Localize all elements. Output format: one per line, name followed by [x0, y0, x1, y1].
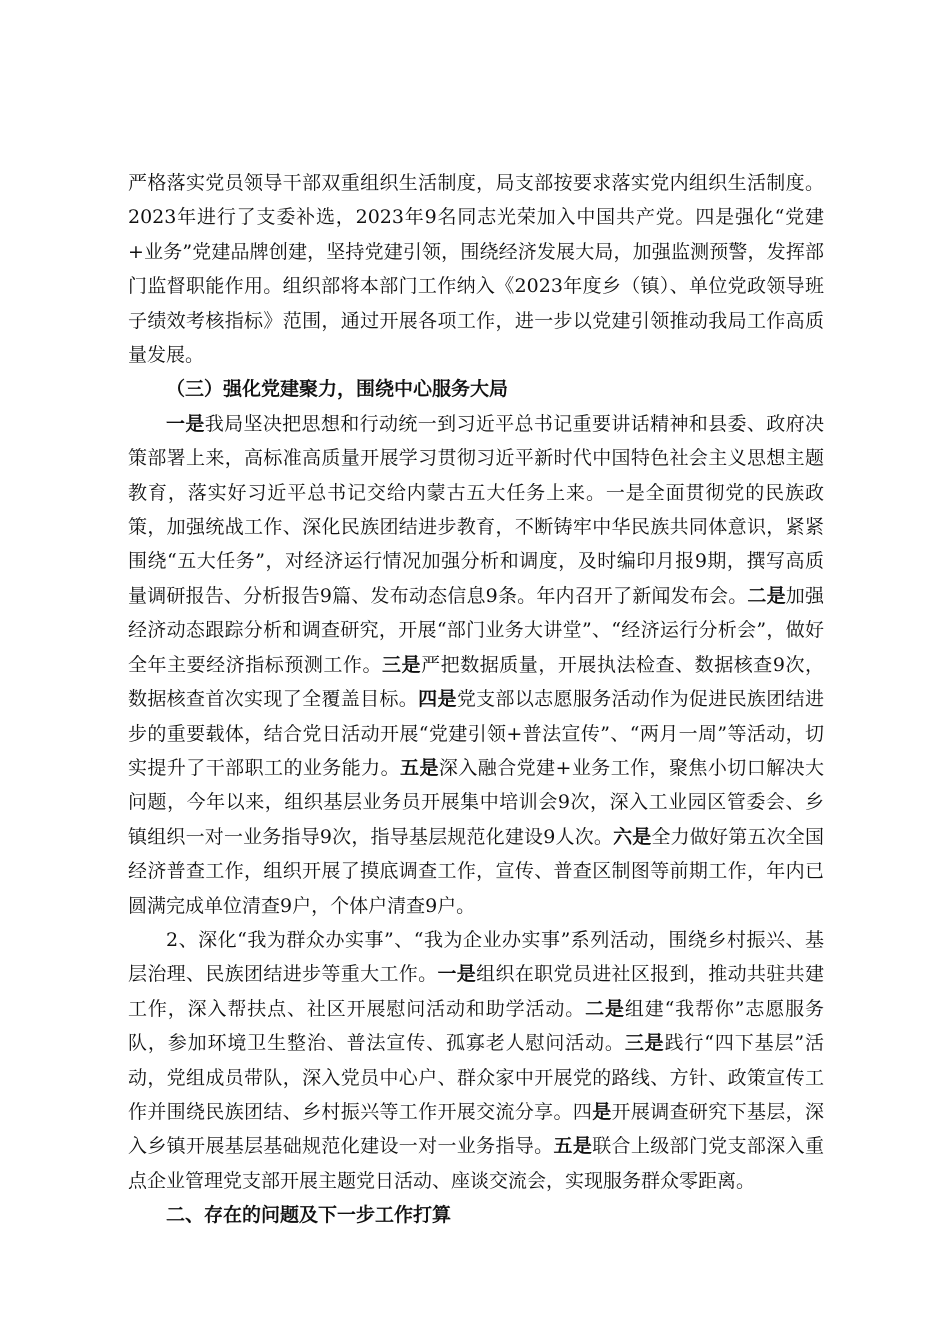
- text-run: 组织在职党员进社区报到，推动共驻共建工作，深入帮扶点、社区开展慰问活动和助学活动。: [128, 963, 824, 1020]
- bold-marker: 一是: [437, 963, 477, 986]
- heading-text: （三）强化党建聚力，围绕中心服务大局: [166, 378, 509, 401]
- heading-text: 二、存在的问题及下一步工作打算: [166, 1204, 452, 1227]
- bold-marker: 三是: [624, 1032, 665, 1055]
- paragraph-center-service: [128, 407, 824, 923]
- text-run: 践行“四下基层”活动，党组成员带队，深入党员中心户、群众家中开展党的路线、方针、政策宣传工作并围绕民族团结、乡村振兴等工作开展交流分享。四: [128, 1032, 824, 1123]
- paragraph-practical-activities: [128, 923, 824, 1198]
- bold-marker: 五是: [400, 756, 439, 779]
- bold-marker: 六是: [613, 825, 652, 848]
- bold-marker: 三是: [382, 653, 422, 676]
- section-heading-problems: [128, 1198, 824, 1232]
- text-run: 开展调查研究下基层，深入乡镇开展基层基础规范化建设一对一业务指导。: [128, 1100, 824, 1158]
- bold-marker: 一是: [166, 412, 205, 435]
- bold-marker: 四是: [418, 688, 457, 711]
- text-run: 组建“我帮你”志愿服务队，参加环境卫生整治、普法宣传、孤寡老人慰问活动。: [128, 997, 824, 1055]
- text-run: 党支部以志愿服务活动作为促进民族团结进步的重要载体，结合党日活动开展“党建引领+普法宣传”、“两月一周”等活动，切实提升了干部职工的业务能力。: [128, 688, 824, 779]
- text-run: 加强经济动态跟踪分析和调查研究，开展“部门业务大讲堂”、“经济运行分析会”，做好全年主要经济指标预测工作。: [128, 584, 824, 676]
- text-run: 深入融合党建+业务工作，聚焦小切口解决大问题，今年以来，组织基层业务员开展集中培训会9次，深入工业园区管委会、乡镇组织一对一业务指导9次，指导基层规范化建设9人次。: [128, 756, 824, 848]
- bold-marker: 二是: [585, 997, 625, 1020]
- text-run: 全力做好第五次全国经济普查工作，组织开展了摸底调查工作，宣传、普查区制图等前期工作，年内已圆满完成单位清查9户，个体户清查9户。: [128, 825, 824, 917]
- section-heading-three: [128, 372, 824, 406]
- text-run: 2、深化“我为群众办实事”、“我为企业办实事”系列活动，围绕乡村振兴、基层治理、民族团结进步等重大工作。: [128, 928, 824, 986]
- document-page: [128, 166, 824, 1233]
- text-run: 联合上级部门党支部深入重点企业管理党支部开展主题党日活动、座谈交流会，实现服务群众零距离。: [128, 1135, 824, 1192]
- text-run: 严把数据质量，开展执法检查、数据核查9次，数据核查首次实现了全覆盖目标。: [128, 653, 824, 711]
- bold-marker: 二是: [747, 584, 786, 607]
- bold-marker: 是: [592, 1100, 612, 1123]
- text-run: 严格落实党员领导干部双重组织生活制度，局支部按要求落实党内组织生活制度。2023年进行了支委补选，2023年9名同志光荣加入中国共产党。四是强化“党建+业务”党建品牌创建，坚持党建引领，围绕经济发展大局，加强监测预警，发挥部门监督职能作用。组织部将本部门工作纳入《2023年度乡（镇）、单位党政领导班子绩效考核指标》范围，通过开展各项工作，进一步以党建引领推动我局工作高质量发展。: [128, 172, 824, 367]
- paragraph-party-life: [128, 166, 824, 372]
- text-run: 我局坚决把思想和行动统一到习近平总书记重要讲话精神和县委、政府决策部署上来，高标准高质量开展学习贯彻习近平新时代中国特色社会主义思想主题教育，落实好习近平总书记交给内蒙古五大任务上来。一是全面贯彻党的民族政策，加强统战工作、深化民族团结进步教育，不断铸牢中华民族共同体意识，紧紧围绕“五大任务”，对经济运行情况加强分析和调度，及时编印月报9期，撰写高质量调研报告、分析报告9篇、发布动态信息9条。年内召开了新闻发布会。: [128, 412, 824, 607]
- bold-marker: 五是: [553, 1135, 593, 1158]
